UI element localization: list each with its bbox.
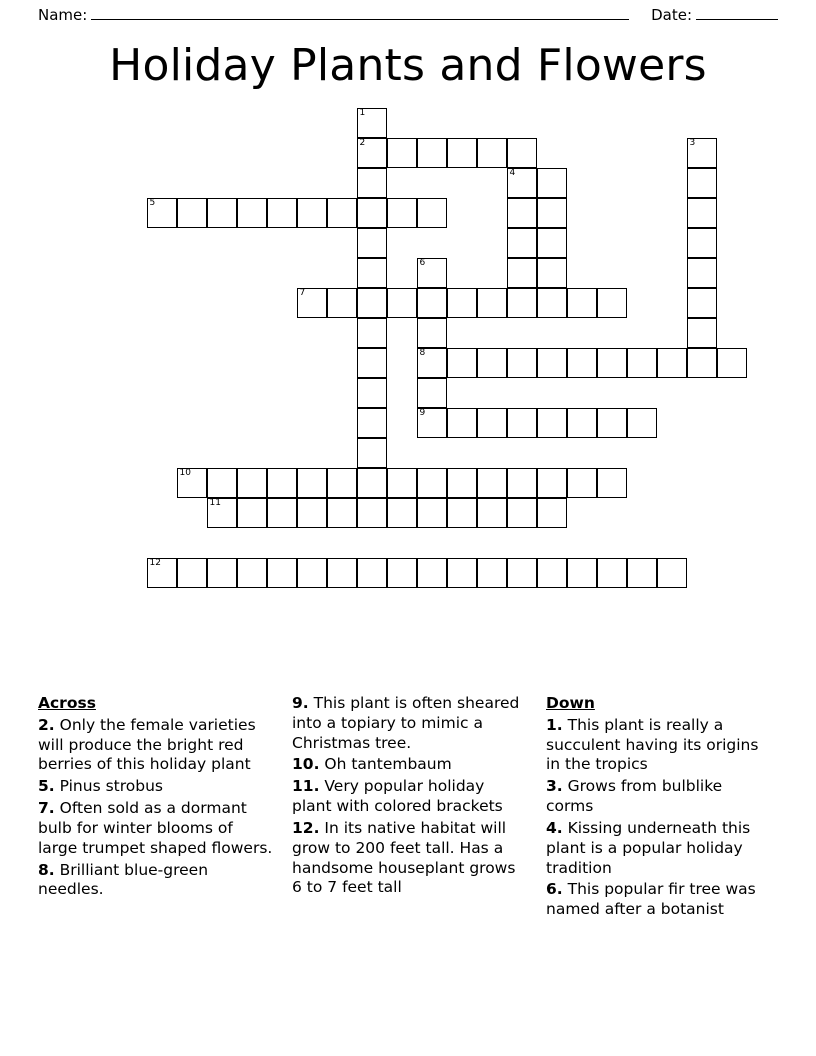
grid-cell[interactable]	[717, 348, 747, 378]
grid-cell[interactable]	[477, 408, 507, 438]
grid-cell-numbered-8[interactable]	[417, 348, 447, 378]
grid-cell-numbered-5[interactable]	[147, 198, 177, 228]
grid-cell[interactable]	[477, 558, 507, 588]
grid-cell[interactable]	[387, 138, 417, 168]
grid-cell[interactable]	[447, 138, 477, 168]
grid-cell[interactable]	[537, 168, 567, 198]
clues-section	[38, 694, 778, 922]
grid-cell[interactable]	[387, 198, 417, 228]
clue-text: This plant is really a succulent having its origins in the tropics	[546, 715, 759, 774]
grid-cell-number: 1	[359, 108, 366, 119]
clue-across	[292, 694, 528, 753]
clue-across	[38, 799, 274, 858]
clue-across	[292, 777, 528, 817]
grid-cell[interactable]	[507, 558, 537, 588]
grid-cell[interactable]	[537, 288, 567, 318]
grid-cell[interactable]	[477, 348, 507, 378]
grid-cell[interactable]	[687, 348, 717, 378]
clue-text: Kissing underneath this plant is a popular holiday tradition	[546, 818, 751, 877]
grid-cell[interactable]	[267, 498, 297, 528]
grid-cell[interactable]	[537, 258, 567, 288]
grid-cell[interactable]	[597, 288, 627, 318]
grid-cell[interactable]	[687, 168, 717, 198]
grid-cell-numbered-7[interactable]	[297, 288, 327, 318]
clue-number: 1.	[546, 715, 563, 734]
grid-cell-number: 12	[149, 558, 161, 569]
grid-cell[interactable]	[267, 558, 297, 588]
grid-cell-numbered-1[interactable]	[357, 108, 387, 138]
grid-cell[interactable]	[477, 138, 507, 168]
grid-cell-number: 6	[419, 258, 426, 269]
clue-text: Grows from bulblike corms	[546, 777, 723, 816]
grid-cell[interactable]	[687, 198, 717, 228]
clue-number: 12.	[292, 818, 320, 837]
grid-cell[interactable]	[417, 498, 447, 528]
grid-cell[interactable]	[507, 228, 537, 258]
grid-cell[interactable]	[597, 408, 627, 438]
grid-cell[interactable]	[477, 468, 507, 498]
grid-cell[interactable]	[237, 498, 267, 528]
page-title: Holiday Plants and Flowers	[109, 40, 707, 91]
grid-cell[interactable]	[357, 408, 387, 438]
grid-cell-numbered-12[interactable]	[147, 558, 177, 588]
clue-number: 2.	[38, 715, 55, 734]
grid-cell[interactable]	[507, 468, 537, 498]
clue-across	[292, 819, 528, 898]
grid-cell[interactable]	[507, 138, 537, 168]
grid-cell[interactable]	[327, 498, 357, 528]
grid-cell[interactable]	[357, 288, 387, 318]
grid-cell[interactable]	[357, 468, 387, 498]
grid-cell[interactable]	[387, 288, 417, 318]
grid-cell[interactable]	[537, 468, 567, 498]
clue-number: 7.	[38, 799, 55, 818]
grid-cell[interactable]	[357, 168, 387, 198]
grid-cell[interactable]	[687, 288, 717, 318]
clue-across	[38, 777, 274, 797]
grid-cell[interactable]	[237, 558, 267, 588]
grid-cell[interactable]	[597, 468, 627, 498]
grid-cell-number: 8	[419, 348, 426, 359]
grid-cell[interactable]	[627, 348, 657, 378]
grid-cell[interactable]	[387, 468, 417, 498]
grid-cell[interactable]	[207, 558, 237, 588]
grid-cell[interactable]	[357, 348, 387, 378]
grid-cell[interactable]	[297, 468, 327, 498]
grid-cell[interactable]	[537, 228, 567, 258]
grid-cell-number: 11	[209, 498, 221, 509]
grid-cell-numbered-9[interactable]	[417, 408, 447, 438]
grid-cell[interactable]	[387, 558, 417, 588]
grid-cell[interactable]	[567, 468, 597, 498]
clue-number: 8.	[38, 860, 55, 879]
grid-cell[interactable]	[657, 558, 687, 588]
grid-cell[interactable]	[327, 468, 357, 498]
grid-cell[interactable]	[417, 558, 447, 588]
clue-number: 10.	[292, 755, 320, 774]
grid-cell[interactable]	[447, 348, 477, 378]
grid-cell[interactable]	[357, 198, 387, 228]
grid-cell-numbered-6[interactable]	[417, 258, 447, 288]
grid-cell[interactable]	[477, 288, 507, 318]
clue-across	[292, 755, 528, 775]
clue-number: 4.	[546, 818, 563, 837]
clue-across	[38, 861, 274, 901]
grid-cell[interactable]	[567, 558, 597, 588]
clue-text: Only the female varieties will produce the bright red berries of this holiday plant	[38, 715, 256, 774]
grid-cell[interactable]	[417, 318, 447, 348]
grid-cell[interactable]	[417, 138, 447, 168]
clue-number: 3.	[546, 777, 563, 796]
grid-cell[interactable]	[507, 408, 537, 438]
grid-cell[interactable]	[537, 408, 567, 438]
grid-cell[interactable]	[417, 198, 447, 228]
clues-column-down	[546, 694, 766, 922]
clue-down	[546, 716, 766, 775]
grid-cell[interactable]	[417, 288, 447, 318]
grid-cell-numbered-3[interactable]	[687, 138, 717, 168]
grid-cell[interactable]	[597, 558, 627, 588]
grid-cell[interactable]	[357, 498, 387, 528]
grid-cell[interactable]	[597, 348, 627, 378]
grid-cell-number: 7	[299, 288, 306, 299]
clue-text: Oh tantembaum	[319, 755, 452, 774]
grid-cell[interactable]	[357, 318, 387, 348]
grid-cell[interactable]	[387, 498, 417, 528]
grid-cell[interactable]	[297, 558, 327, 588]
grid-cell-number: 2	[359, 138, 366, 149]
clue-text: This plant is often sheared into a topiary to mimic a Christmas tree.	[292, 694, 520, 752]
date-label: Date:	[651, 6, 692, 24]
clue-across	[38, 716, 274, 775]
grid-cell[interactable]	[507, 498, 537, 528]
clue-text: Pinus strobus	[54, 777, 163, 796]
grid-cell[interactable]	[687, 318, 717, 348]
name-blank-line	[91, 7, 629, 20]
grid-cell[interactable]	[207, 468, 237, 498]
clue-number: 6.	[546, 880, 563, 899]
clue-down	[546, 880, 766, 920]
grid-cell[interactable]	[327, 198, 357, 228]
grid-cell[interactable]	[507, 198, 537, 228]
grid-cell-numbered-11[interactable]	[207, 498, 237, 528]
grid-cell-number: 3	[689, 138, 696, 149]
grid-cell[interactable]	[627, 408, 657, 438]
grid-cell[interactable]	[297, 198, 327, 228]
grid-cell[interactable]	[567, 348, 597, 378]
clues-column-across-2	[292, 694, 528, 922]
grid-cell-number: 10	[179, 468, 191, 479]
grid-cell[interactable]	[507, 348, 537, 378]
grid-cell[interactable]	[537, 558, 567, 588]
grid-cell[interactable]	[267, 198, 297, 228]
grid-cell[interactable]	[447, 558, 477, 588]
grid-cell[interactable]	[507, 288, 537, 318]
grid-cell[interactable]	[357, 228, 387, 258]
grid-cell[interactable]	[447, 468, 477, 498]
grid-cell[interactable]	[417, 468, 447, 498]
grid-cell[interactable]	[357, 438, 387, 468]
clue-down	[546, 777, 766, 817]
grid-cell[interactable]	[327, 558, 357, 588]
grid-cell[interactable]	[477, 498, 507, 528]
clue-number: 9.	[292, 694, 309, 712]
grid-cell[interactable]	[327, 288, 357, 318]
clue-text: This popular fir tree was named after a botanist	[546, 880, 756, 919]
grid-cell[interactable]	[357, 258, 387, 288]
down-heading: Down	[546, 694, 595, 712]
clues-column-across-1	[38, 694, 274, 922]
grid-cell-numbered-4[interactable]	[507, 168, 537, 198]
clue-down	[546, 819, 766, 878]
clue-text: Often sold as a dormant bulb for winter blooms of large trumpet shaped flowers.	[38, 799, 273, 857]
grid-cell[interactable]	[237, 198, 267, 228]
grid-cell[interactable]	[177, 558, 207, 588]
grid-cell[interactable]	[537, 198, 567, 228]
name-date-row	[38, 0, 778, 24]
clue-number: 5.	[38, 777, 55, 796]
grid-cell[interactable]	[237, 468, 267, 498]
grid-cell[interactable]	[447, 498, 477, 528]
grid-cell[interactable]	[447, 408, 477, 438]
name-label: Name:	[38, 6, 88, 24]
grid-cell-number: 4	[509, 168, 516, 179]
grid-cell[interactable]	[417, 378, 447, 408]
grid-cell[interactable]	[627, 558, 657, 588]
grid-cell[interactable]	[447, 288, 477, 318]
grid-cell-numbered-2[interactable]	[357, 138, 387, 168]
grid-cell[interactable]	[537, 498, 567, 528]
grid-cell[interactable]	[267, 468, 297, 498]
clue-text: Very popular holiday plant with colored brackets	[292, 777, 503, 816]
grid-cell-number: 9	[419, 408, 426, 419]
grid-cell[interactable]	[177, 198, 207, 228]
grid-cell[interactable]	[687, 228, 717, 258]
grid-cell[interactable]	[687, 258, 717, 288]
grid-cell[interactable]	[207, 198, 237, 228]
grid-cell[interactable]	[567, 408, 597, 438]
grid-cell[interactable]	[507, 258, 537, 288]
grid-cell[interactable]	[357, 378, 387, 408]
across-heading: Across	[38, 694, 96, 712]
grid-cell-number: 5	[149, 198, 156, 209]
grid-cell[interactable]	[297, 498, 327, 528]
grid-cell[interactable]	[657, 348, 687, 378]
clue-text: Brilliant blue-green needles.	[38, 860, 209, 899]
clue-number: 11.	[292, 777, 320, 796]
grid-cell[interactable]	[357, 558, 387, 588]
grid-cell[interactable]	[567, 288, 597, 318]
date-blank-line	[696, 7, 778, 20]
grid-cell[interactable]	[537, 348, 567, 378]
clue-text: In its native habitat will grow to 200 feet tall. Has a handsome houseplant grows 6 to 7 feet tall	[292, 818, 516, 897]
grid-cell-numbered-10[interactable]	[177, 468, 207, 498]
crossword-grid	[38, 108, 778, 668]
